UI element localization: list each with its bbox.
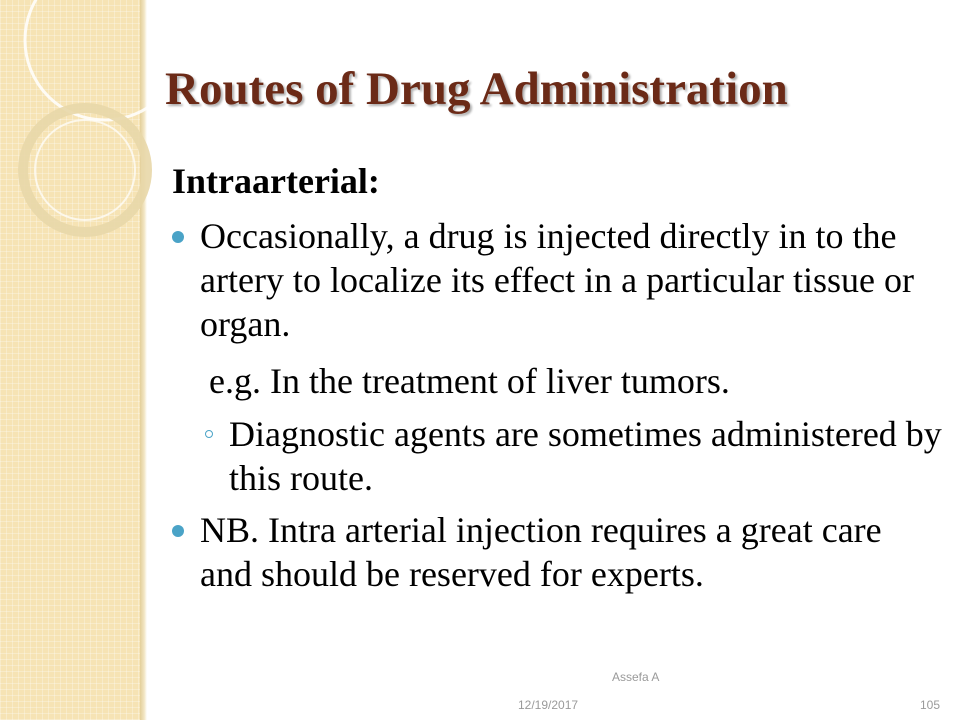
left-decorative-band [0, 0, 140, 720]
bullet-item [172, 214, 942, 346]
footer-author: Assefa A [612, 670, 660, 684]
sub-bullet-ring-icon [205, 430, 213, 438]
bullet-item [172, 508, 942, 596]
slide-title: Routes of Drug Administration [165, 63, 788, 115]
sub-bullet-item [172, 412, 942, 500]
bullet-dot-icon [172, 525, 184, 537]
footer-date: 12/19/2017 [518, 698, 579, 712]
example-text: e.g. In the treatment of liver tumors. [209, 361, 730, 401]
bullet-text: Occasionally, a drug is injected directly in to the artery to localize its effect in a particular tissue or organ. [200, 216, 915, 344]
sub-bullet-text: Diagnostic agents are sometimes administered by this route. [229, 414, 942, 498]
band-edge-shadow [140, 0, 147, 720]
subheading: Intraarterial: [172, 161, 380, 201]
slide-content [172, 158, 942, 596]
bullet-text: NB. Intra arterial injection requires a great care and should be reserved for experts. [200, 510, 882, 594]
bullet-dot-icon [172, 231, 184, 243]
footer-page-number: 105 [920, 698, 941, 712]
